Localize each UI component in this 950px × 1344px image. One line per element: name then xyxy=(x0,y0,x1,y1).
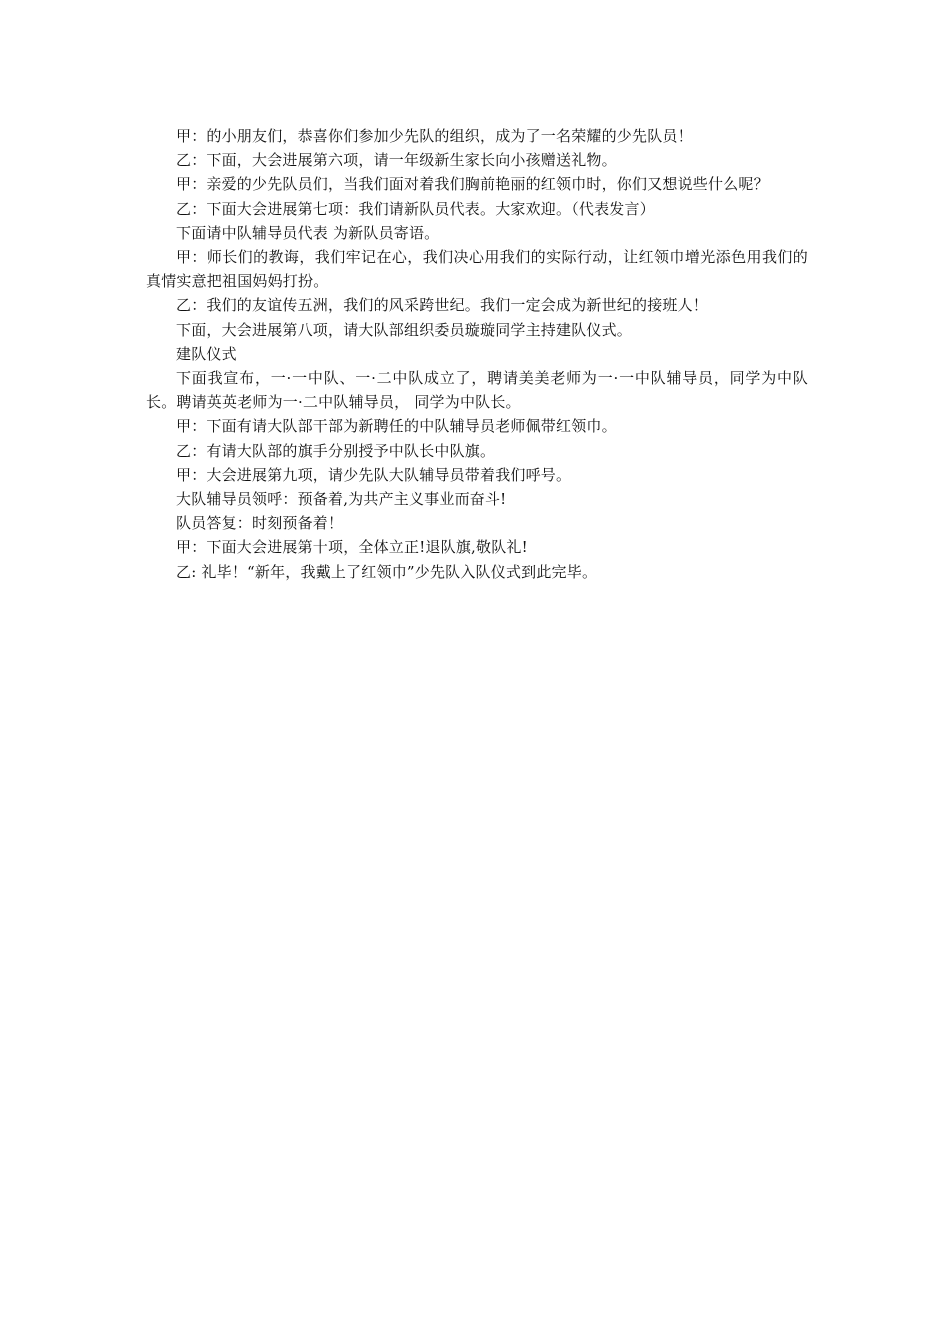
paragraph: 甲：亲爱的少先队员们，当我们面对着我们胸前艳丽的红领巾时，你们又想说些什么呢？ xyxy=(176,175,769,194)
paragraph: 乙：下面，大会进展第六项，请一年级新生家长向小孩赠送礼物。 xyxy=(176,151,617,170)
paragraph: 大队辅导员领呼：预备着,为共产主义事业而奋斗! xyxy=(176,490,507,509)
paragraph: 甲：大会进展第九项，请少先队大队辅导员带着我们呼号。 xyxy=(176,465,572,484)
paragraph: 下面我宣布，一·一中队、一·二中队成立了，聘请美美老师为一·一中队辅导员，同学为中队长。聘请英英老师为一·二中队辅导员， 同学为中队长。 xyxy=(146,369,808,412)
paragraph: 下面，大会进展第八项，请大队部组织委员璇璇同学主持建队仪式。 xyxy=(176,320,633,339)
paragraph: 乙：有请大队部的旗手分别授予中队长中队旗。 xyxy=(176,441,496,460)
section-heading: 建队仪式 xyxy=(176,344,237,363)
paragraph: 乙：下面大会进展第七项：我们请新队员代表。大家欢迎。（代表发言） xyxy=(176,199,655,218)
paragraph: 甲：的小朋友们，恭喜你们参加少先队的组织，成为了一名荣耀的少先队员！ xyxy=(176,127,693,145)
paragraph: 下面请中队辅导员代表 为新队员寄语。 xyxy=(176,223,440,242)
paragraph: 乙：我们的友谊传五洲，我们的风采跨世纪。我们一定会成为新世纪的接班人！ xyxy=(176,296,709,315)
paragraph: 乙: 礼毕！“新年，我戴上了红领巾”少先队入队仪式到此完毕。 xyxy=(176,562,598,581)
paragraph: 甲：师长们的教诲，我们牢记在心，我们决心用我们的实际行动，让红领巾增光添色用我们的真情实意把祖国妈妈打扮。 xyxy=(146,248,808,291)
paragraph: 甲：下面有请大队部干部为新聘任的中队辅导员老师佩带红领巾。 xyxy=(176,417,617,436)
paragraph: 队员答复：时刻预备着！ xyxy=(176,514,344,533)
document-body xyxy=(146,124,808,584)
paragraph: 甲：下面大会进展第十项，全体立正!退队旗,敬队礼! xyxy=(176,538,528,557)
